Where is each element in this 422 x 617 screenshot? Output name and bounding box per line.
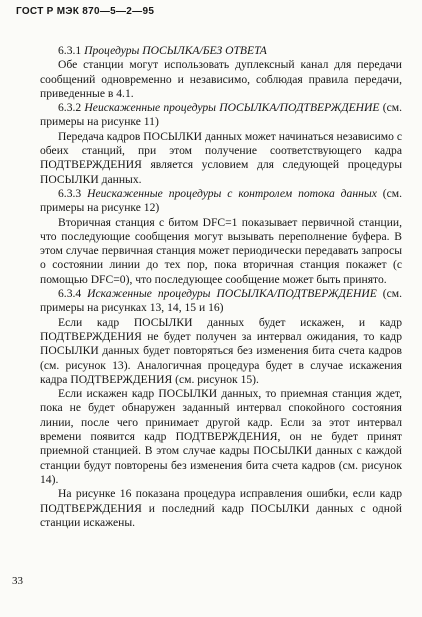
paragraph: Если искажен кадр ПОСЫЛКИ данных, то приемная станция ждет, пока не будет обнаружен заданный интервал спокойного состояния линии, после чего принимает другой кадр. Если за этот интервал времени появится кадр ПОДТВЕРЖДЕНИЯ, он не будет принят приемной станцией. В этом случае кадры ПОСЫЛКИ данных с каждой станции будут повторены без изменения бита счета кадров (см. рисунок 14). [40,387,402,486]
section-heading: Неискаженные процедуры с контролем потока данных [87,186,377,200]
section-6-3-4 [40,287,402,316]
section-number: 6.3.1 [58,44,82,57]
paragraph: Передача кадров ПОСЫЛКИ данных может начинаться независимо с обеих станций, при этом получение соответствующего кадра ПОДТВЕРЖДЕНИЯ является условием для следующей процедуры ПОСЫЛКИ данных. [40,129,402,186]
paragraph: Если кадр ПОСЫЛКИ данных будет искажен, и кадр ПОДТВЕРЖДЕНИЯ не будет получен за интервал ожидания, то кадр ПОСЫЛКИ данных будет повторяться без изменения бита счета кадров (см. рисунок 13). Аналогичная процедура будет в случае искажения кадра ПОДТВЕРЖДЕНИЯ (см. рисунок 15). [40,315,402,386]
section-6-3-1 [40,44,402,58]
section-6-3-2 [40,101,402,130]
paragraph: На рисунке 16 показана процедура исправления ошибки, если кадр ПОДТВЕРЖДЕНИЯ и последний кадр ПОСЫЛКИ данных с одной станции искажены. [40,487,402,529]
section-heading: Искаженные процедуры ПОСЫЛКА/ПОДТВЕРЖДЕНИЕ [87,287,377,301]
section-number: 6.3.2 [58,101,82,115]
section-reference: (см. примеры на рисунке 12) [40,186,402,215]
section-reference: (см. примеры на рисунках 13, 14, 15 и 16) [40,287,402,315]
section-number: 6.3.4 [58,287,82,301]
section-reference: (см. примеры на рисунке 11) [40,101,402,129]
section-6-3-3 [40,187,402,216]
section-number: 6.3.3 [58,186,82,200]
paragraph: Вторичная станция с битом DFC=1 показывает первичной станции, что последующие сообщения могут вызывать переполнение буфера. В этом случае первичная станция может периодически передавать запросы о состоянии линии до тех пор, пока вторичная станция покажет (с помощью DFC=0), что последующее сообщение может быть принято. [40,215,402,286]
page-number: 33 [12,575,23,587]
page-header: ГОСТ Р МЭК 870—5—2—95 [16,6,155,17]
document-body [40,44,402,530]
section-heading: Процедуры ПОСЫЛКА/БЕЗ ОТВЕТА [84,44,267,57]
paragraph: Обе станции могут использовать дуплексный канал для передачи сообщений одновременно и независимо, соблюдая правила передачи, приведенные в 4.1. [40,58,402,100]
section-heading: Неискаженные процедуры ПОСЫЛКА/ПОДТВЕРЖДЕНИЕ [84,101,380,115]
